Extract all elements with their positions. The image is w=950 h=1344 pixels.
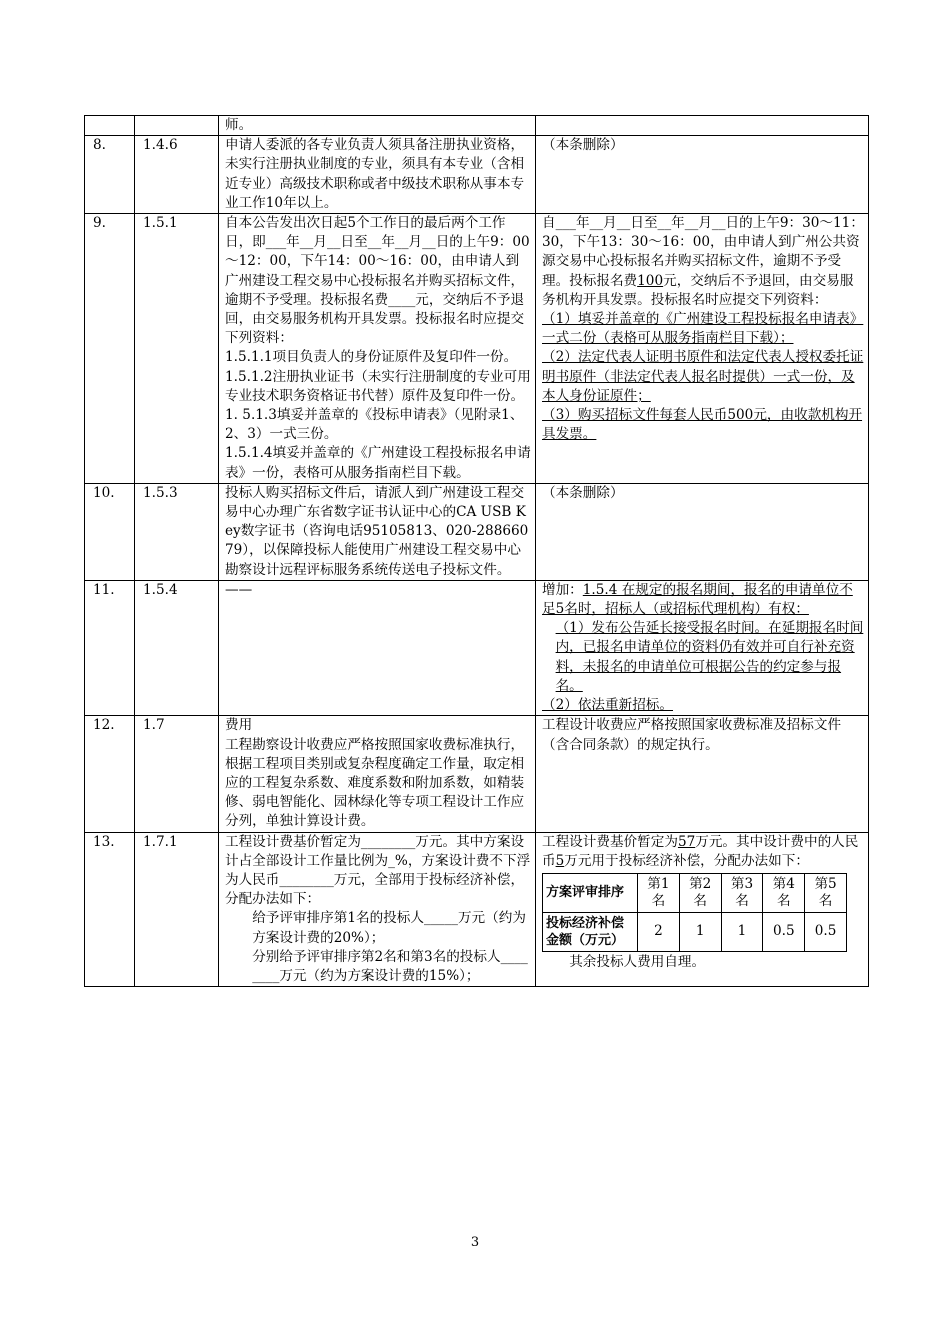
compensation-row (543, 912, 847, 951)
rank-row (543, 873, 847, 912)
text-paragraph: 分别给予评审排序第2名和第3名的投标人________万元（约为方案设计费的15%）； (252, 948, 528, 984)
compensation-cell: 0.5 (763, 912, 805, 951)
table-row (85, 716, 869, 832)
text-paragraph: 工程设计费基价暂定为________万元。其中方案设计占全部设计工作量比例为_%，方案设计费不下浮为人民币________万元，全部用于投标经济补偿，分配办法如下： (225, 833, 531, 908)
base-fee: 57 (677, 833, 696, 850)
row-number: 11. (85, 580, 135, 715)
row-number: 9. (85, 214, 135, 484)
fee-amount: 100 (637, 272, 664, 289)
amended-text: （本条删除） (536, 483, 869, 580)
compensation-cell: 1 (679, 912, 721, 951)
text-paragraph: （1）发布公告延长接受报名时间。在延期报名时间内，已报名申请单位的资料仍有效并可自行补充资料，未报名的申请单位可根据公告的约定参与报名。 (555, 620, 864, 694)
text-paragraph: 1.5.1.4填妥并盖章的《广州建设工程投标报名申请表》一份，表格可从服务指南栏目下载。 (225, 445, 531, 481)
amended-text: （本条删除） (536, 136, 869, 214)
table-row (85, 116, 869, 136)
text-paragraph: （1）填妥并盖章的《广州建设工程投标报名申请表》一式二份（表格可从服务指南栏目下载）； (542, 311, 864, 347)
original-text: 师。 (219, 116, 536, 136)
original-text (219, 716, 536, 832)
clause-number (135, 116, 219, 136)
clause-number: 1.4.6 (135, 136, 219, 214)
original-text: —— (219, 580, 536, 715)
compensation-cell: 1 (721, 912, 763, 951)
table-row (85, 214, 869, 484)
row-number: 13. (85, 832, 135, 987)
row-number: 12. (85, 716, 135, 832)
rank-cell: 第3名 (721, 873, 763, 912)
clause-number: 1.5.4 (135, 580, 219, 715)
amended-text (536, 116, 869, 136)
clause-comparison-table (84, 115, 869, 987)
row-number (85, 116, 135, 136)
text-paragraph: （2）依法重新招标。 (542, 697, 673, 714)
text-paragraph: 自本公告发出次日起5个工作日的最后两个工作日，即___年__月__日至__年__月__日的上午9：00～12：00，下午14：00～16：00，由申请人到广州建设工程交易中心投标报名并购买招标文件，逾期不予受理。投标报名费____元，交纳后不予退回，由交易服务机构开具发票。投标报名时应提交下列资料： (225, 215, 530, 347)
clause-number: 1.5.3 (135, 483, 219, 580)
page-number: 3 (470, 1235, 480, 1250)
original-text (219, 832, 536, 987)
text-paragraph: 工程设计费基价暂定为57万元。其中设计费中的人民币5万元用于投标经济补偿，分配办法如下： (542, 833, 859, 869)
table-row (85, 136, 869, 214)
compensation-amount: 5 (555, 852, 565, 869)
row-number: 10. (85, 483, 135, 580)
compensation-header: 投标经济补偿金额（万元） (543, 912, 638, 951)
text-paragraph: 费用 (225, 717, 253, 734)
original-text: 申请人委派的各专业负责人须具备注册执业资格，未实行注册执业制度的专业，须具有本专业（含相近专业）高级技术职称或者中级技术职称从事本专业工作10年以上。 (219, 136, 536, 214)
compensation-cell: 2 (638, 912, 680, 951)
clause-number: 1.7.1 (135, 832, 219, 987)
text-paragraph: 增加：1.5.4 在规定的报名期间，报名的申请单位不足5名时，招标人（或招标代理机构）有权： (542, 581, 853, 618)
compensation-cell: 0.5 (805, 912, 847, 951)
text-paragraph: 1.5.1.2注册执业证书（未实行注册制度的专业可用专业技术职务资格证书代替）原件及复印件一份。 (225, 368, 531, 404)
text-paragraph: （3）购买招标文件每套人民币500元，由收款机构开具发票。 (542, 407, 863, 443)
amended-text: 工程设计收费应严格按照国家收费标准及招标文件（含合同条款）的规定执行。 (536, 716, 869, 832)
rank-cell: 第4名 (763, 873, 805, 912)
compensation-table (542, 873, 847, 952)
text-paragraph: 1. 5.1.3填妥并盖章的《投标申请表》（见附录1、2、3）一式三份。 (225, 407, 524, 443)
rank-cell: 第1名 (638, 873, 680, 912)
row-number: 8. (85, 136, 135, 214)
rank-cell: 第5名 (805, 873, 847, 912)
text-paragraph: 给予评审排序第1名的投标人_____万元（约为方案设计费的20%）； (252, 910, 526, 946)
text-paragraph: 1.5.1.1项目负责人的身份证原件及复印件一份。 (225, 349, 518, 366)
text-paragraph: 其余投标人费用自理。 (569, 953, 706, 970)
rank-header: 方案评审排序 (543, 873, 638, 912)
clause-number: 1.7 (135, 716, 219, 832)
text-paragraph: 工程勘察设计收费应严格按照国家收费标准执行，根据工程项目类别或复杂程度确定工作量，取定相应的工程复杂系数、难度系数和附加系数，如精装修、弱电智能化、园林绿化等专项工程设计工作应分列，单独计算设计费。 (225, 736, 525, 830)
table-row (85, 580, 869, 715)
amended-text (536, 832, 869, 987)
amended-text (536, 580, 869, 715)
text-paragraph: 自___年__月__日至__年__月__日的上午9：30～11：30，下午13：30～16：00，由申请人到广州公共资源交易中心投标报名并购买招标文件，逾期不予受理。投标报名费100元，交纳后不予退回，由交易服务机构开具发票。投标报名时应提交下列资料： (542, 215, 864, 308)
table-row (85, 832, 869, 987)
amended-text (536, 214, 869, 484)
rank-cell: 第2名 (679, 873, 721, 912)
text-paragraph: （2）法定代表人证明书原件和法定代表人授权委托证明书原件（非法定代表人报名时提供）一式一份，及本人身份证原件； (542, 349, 864, 404)
table-row (85, 483, 869, 580)
original-text: 投标人购买招标文件后，请派人到广州建设工程交易中心办理广东省数字证书认证中心的CA USB Key数字证书（咨询电话95105813、020-28866079），以保障投标人能使用广州建设工程交易中心勘察设计远程评标服务系统传送电子投标文件。 (219, 483, 536, 580)
original-text (219, 214, 536, 484)
clause-number: 1.5.1 (135, 214, 219, 484)
